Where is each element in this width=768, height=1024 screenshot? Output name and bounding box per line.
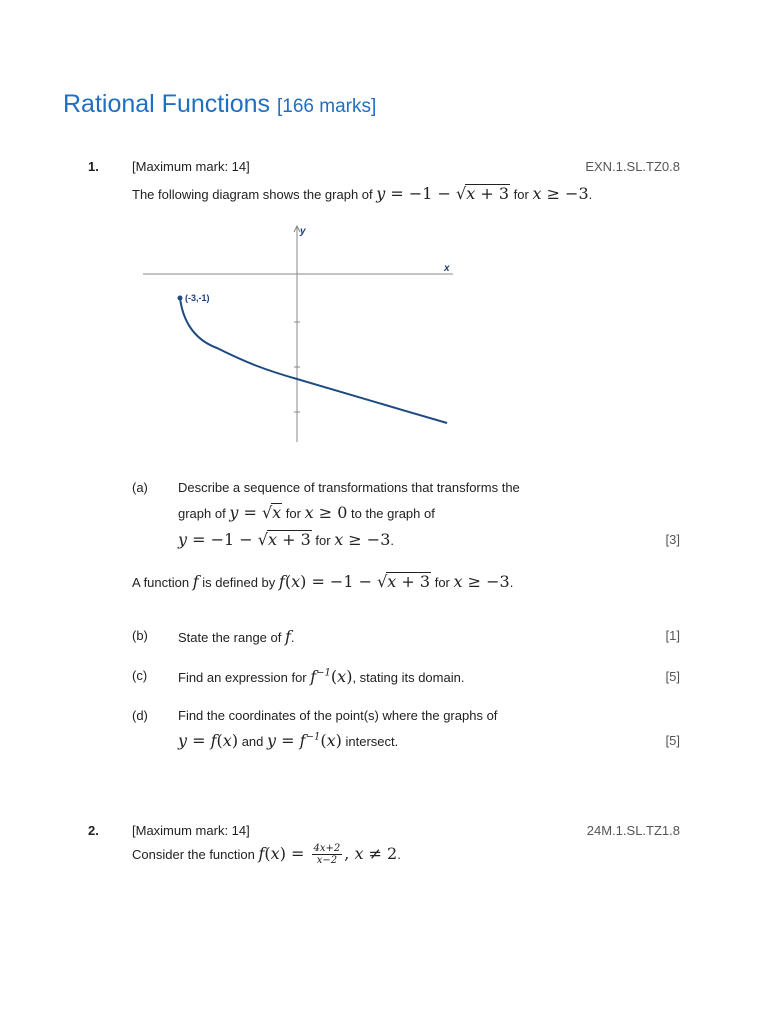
q2-reference: 24M.1.SL.TZ1.8 xyxy=(586,823,680,838)
q1c-label: (c) xyxy=(132,668,148,683)
q1-intro-domain: x ≥ −3 xyxy=(532,184,589,203)
q1c-text xyxy=(178,667,464,686)
q1a-line2-pre: graph of xyxy=(178,506,226,521)
endpoint-marker xyxy=(178,296,183,301)
q1a-line3: y = −1 − √x + 3 for x ≥ −3. xyxy=(178,530,394,549)
q2-max-mark: [Maximum mark: 14] xyxy=(132,823,250,838)
q1-max-mark: [Maximum mark: 14] xyxy=(132,159,250,174)
page-title xyxy=(63,90,376,119)
q1d-post: intersect. xyxy=(345,734,399,749)
func-def-equation: f(x) = −1 − √x + 3 xyxy=(278,572,431,591)
q2-function: f(x) = $\frac{4x+2}{x-2}$ , x ≠ 2 xyxy=(258,843,398,866)
q1b-marks: [1] xyxy=(665,628,680,643)
q1a-line1: Describe a sequence of transformations that transforms the xyxy=(178,480,520,495)
q2-number: 2. xyxy=(88,823,99,838)
q1c-marks: [5] xyxy=(665,669,680,684)
q1-graph xyxy=(135,222,465,447)
func-def-pre: A function xyxy=(132,575,190,590)
q1d-eq2: $y = f^{-1}(x)$ xyxy=(267,731,342,750)
q1c-inverse: $f^{-1}(x)$ xyxy=(310,667,353,686)
q1b-text-content: State the range of xyxy=(178,630,282,645)
q1-reference: EXN.1.SL.TZ0.8 xyxy=(585,159,680,174)
q1-intro-for: for xyxy=(513,187,529,202)
q1d-marks: [5] xyxy=(665,733,680,748)
q1-intro: The following diagram shows the graph of y = −1 − √x + 3 for x ≥ −3. xyxy=(132,184,593,203)
q1a-sqrt-domain: x ≥ 0 xyxy=(304,503,348,522)
q1d-label: (d) xyxy=(132,708,148,723)
q1c-text-post: , stating its domain. xyxy=(352,670,465,685)
function-curve xyxy=(180,298,447,423)
q1a-line2 xyxy=(178,503,435,522)
q1a-line3-for: for xyxy=(315,533,331,548)
q2-text-content: Consider the function xyxy=(132,847,255,862)
q1d-and: and xyxy=(241,734,264,749)
q2-fraction: $\frac{4x+2}{x-2}$ xyxy=(313,843,341,866)
q1-intro-equation: y = −1 − √x + 3 xyxy=(376,184,510,203)
q1a-marks: [3] xyxy=(665,532,680,547)
q1b-func: f xyxy=(284,627,291,646)
func-def-mid: is defined by xyxy=(202,575,276,590)
endpoint-label: (-3,-1) xyxy=(185,293,210,303)
x-axis-label: x xyxy=(444,263,450,274)
q1a-sqrt-equation: y = √x xyxy=(229,503,282,522)
q1a-label: (a) xyxy=(132,480,148,495)
q1a-line2-for: for xyxy=(285,506,301,521)
q1b-text: State the range of f. xyxy=(178,627,295,646)
q1d-line2 xyxy=(178,731,398,750)
y-axis-label: y xyxy=(300,226,306,237)
q1-intro-text: The following diagram shows the graph of xyxy=(132,187,373,202)
func-def-domain: x ≥ −3 xyxy=(453,572,510,591)
func-def-for: for xyxy=(434,575,450,590)
q2-text: Consider the function f(x) = $\frac{4x+2}{x-2}$ , x ≠ 2. xyxy=(132,843,401,866)
q1a-line2-post: to the graph of xyxy=(351,506,435,521)
q1d-line1: Find the coordinates of the point(s) where the graphs of xyxy=(178,708,498,723)
title-main: Rational Functions xyxy=(63,90,271,118)
title-marks: [166 marks] xyxy=(277,96,377,117)
q1b-label: (b) xyxy=(132,628,148,643)
q1d-eq1: y = f(x) xyxy=(178,731,239,750)
func-name: f xyxy=(192,572,199,591)
q1-number: 1. xyxy=(88,159,99,174)
q1-function-definition: A function f is defined by f(x) = −1 − √x + 3 for x ≥ −3. xyxy=(132,572,514,591)
q1c-text-content: Find an expression for xyxy=(178,670,307,685)
q1a-target-domain: x ≥ −3 xyxy=(334,530,391,549)
q1a-target-equation: y = −1 − √x + 3 xyxy=(178,530,311,549)
